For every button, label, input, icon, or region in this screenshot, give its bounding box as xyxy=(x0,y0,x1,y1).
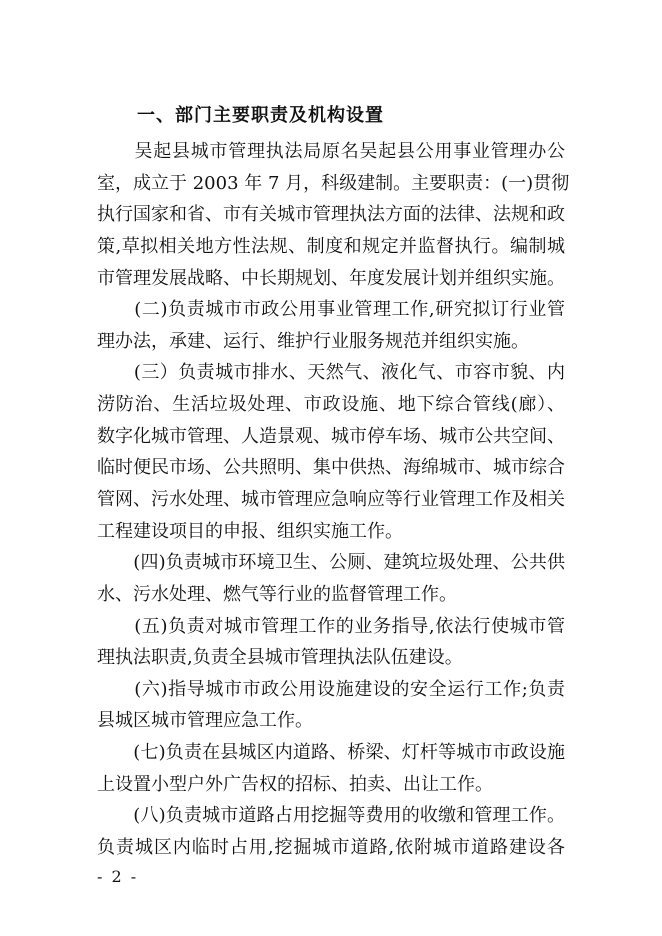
body-line: (五)负责对城市管理工作的业务指导,依法行使城市管 xyxy=(97,615,565,637)
section-heading: 一、部门主要职责及机构设置 xyxy=(137,105,384,126)
body-line: (八)负责城市道路占用挖掘等费用的收缴和管理工作。 xyxy=(97,805,565,827)
body-line: 上设置小型户外广告权的招标、拍卖、出让工作。 xyxy=(97,773,493,795)
body-line: 数字化城市管理、人造景观、城市停车场、城市公共空间、 xyxy=(97,425,565,447)
body-line: 临时便民市场、公共照明、集中供热、海绵城市、城市综合 xyxy=(97,457,565,479)
body-line: 吴起县城市管理执法局原名吴起县公用事业管理办公 xyxy=(97,141,565,162)
body-line: 执行国家和省、市有关城市管理执法方面的法律、法规和政 xyxy=(97,204,565,226)
body-line: 理办法，承建、运行、维护行业服务规范并组织实施。 xyxy=(97,330,529,352)
body-line: 市管理发展战略、中长期规划、年度发展计划并组织实施。 xyxy=(97,267,565,289)
body-line: 理执法职责,负责全县城市管理执法队伍建设。 xyxy=(97,647,463,669)
body-line: 涝防治、生活垃圾处理、市政设施、地下综合管线(廊）、 xyxy=(97,394,565,416)
body-line: 策,草拟相关地方性法规、制度和规定并监督执行。编制城 xyxy=(97,235,565,257)
body-line: 工程建设项目的申报、组织实施工作。 xyxy=(97,520,403,542)
body-line: 水、污水处理、燃气等行业的监督管理工作。 xyxy=(97,583,457,605)
body-line: (七)负责在县城区内道路、桥梁、灯杆等城市市政设施 xyxy=(97,742,565,764)
body-line: (四)负责城市环境卫生、公厕、建筑垃圾处理、公共供 xyxy=(97,552,565,574)
body-line: (六)指导城市市政公用设施建设的安全运行工作;负责 xyxy=(97,678,565,700)
body-line: (二)负责城市市政公用事业管理工作,研究拟订行业管 xyxy=(97,299,565,321)
body-line: 室，成立于 2003 年 7 月，科级建制。主要职责：(一)贯彻 xyxy=(97,172,570,194)
body-line: 管网、污水处理、城市管理应急响应等行业管理工作及相关 xyxy=(97,489,565,510)
body-line: 负责城区内临时占用,挖掘城市道路,依附城市道路建设各 xyxy=(97,837,565,858)
body-line: (三）负责城市排水、天然气、液化气、市容市貌、内 xyxy=(97,362,565,384)
page-number: - 2 - xyxy=(97,867,139,886)
body-line: 县城区城市管理应急工作。 xyxy=(97,710,313,732)
